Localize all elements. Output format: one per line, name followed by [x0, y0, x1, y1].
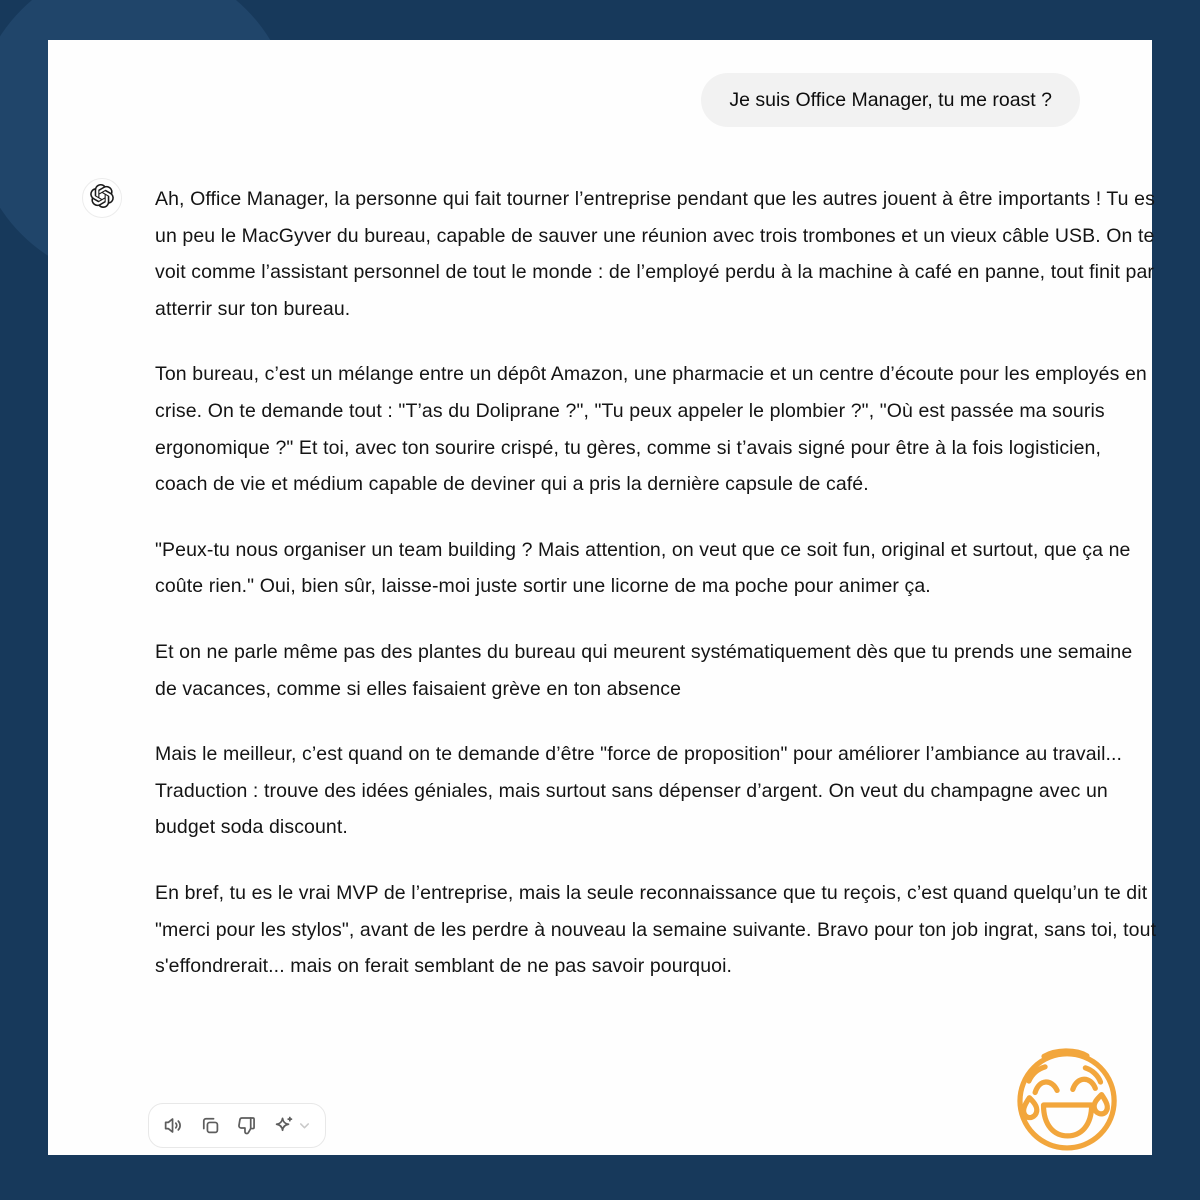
assistant-paragraph: "Peux-tu nous organiser un team building ? Mais attention, on veut que ce soit fun, original et surtout, que ça ne coûte rien." Oui, bien sûr, laisse-moi juste sortir une licorne de ma poche pour animer ça.: [155, 538, 1131, 598]
assistant-message: [155, 181, 1157, 985]
assistant-paragraph: Mais le meilleur, c’est quand on te demande d’être "force de proposition" pour améliorer l’ambiance au travail... Traduction : trouve des idées géniales, mais surtout sans dépenser d’argent. On veut du champagne avec un budget soda discount.: [155, 743, 1123, 839]
read-aloud-button[interactable]: [162, 1114, 185, 1137]
sparkle-icon: [272, 1114, 295, 1137]
chevron-down-icon: [297, 1118, 312, 1133]
sparkle-button[interactable]: [272, 1114, 295, 1137]
tears-of-joy-emoji-icon: [998, 1036, 1134, 1172]
assistant-paragraph: Ah, Office Manager, la personne qui fait tourner l’entreprise pendant que les autres jouent à être importants ! Tu es un peu le MacGyver du bureau, capable de sauver une réunion avec trois trombones et un vieux câble USB. On te voit comme l’assistant personnel de tout le monde : de l’employé perdu à la machine à café en panne, tout finit par atterrir sur ton bureau.: [155, 188, 1155, 320]
thumbs-down-icon: [235, 1114, 258, 1137]
model-actions-group: [272, 1114, 312, 1137]
user-message-bubble: Je suis Office Manager, tu me roast ?: [701, 73, 1080, 127]
openai-logo-icon: [90, 184, 114, 213]
expand-actions-button[interactable]: [297, 1118, 312, 1133]
copy-icon: [199, 1114, 222, 1137]
thumbs-down-button[interactable]: [235, 1114, 258, 1137]
assistant-paragraph: En bref, tu es le vrai MVP de l’entreprise, mais la seule reconnaissance que tu reçois, c’est quand quelqu’un te dit "merci pour les stylos", avant de les perdre à nouveau la semaine suivante. Bravo pour ton job ingrat, sans toi, tout s'effondrerait... mais on ferait semblant de ne pas savoir pourquoi.: [155, 881, 1157, 978]
chat-screenshot-card: [48, 40, 1157, 1155]
assistant-avatar: [82, 178, 122, 218]
speaker-icon: [162, 1114, 185, 1137]
assistant-paragraph: Et on ne parle même pas des plantes du bureau qui meurent systématiquement dès que tu prends une semaine de vacances, comme si elles faisaient grève en ton absence: [155, 640, 1133, 700]
copy-button[interactable]: [199, 1114, 222, 1137]
assistant-paragraph: Ton bureau, c’est un mélange entre un dépôt Amazon, une pharmacie et un centre d’écoute pour les employés en crise. On te demande tout : "T’as du Doliprane ?", "Tu peux appeler le plombier ?", "Où est passée ma souris ergonomique ?" Et toi, avec ton sourire crispé, tu gères, comme si t’avais signé pour être à la fois logisticien, coach de vie et médium capable de deviner qui a pris la dernière capsule de café.: [155, 363, 1147, 496]
message-action-bar: [148, 1103, 326, 1148]
